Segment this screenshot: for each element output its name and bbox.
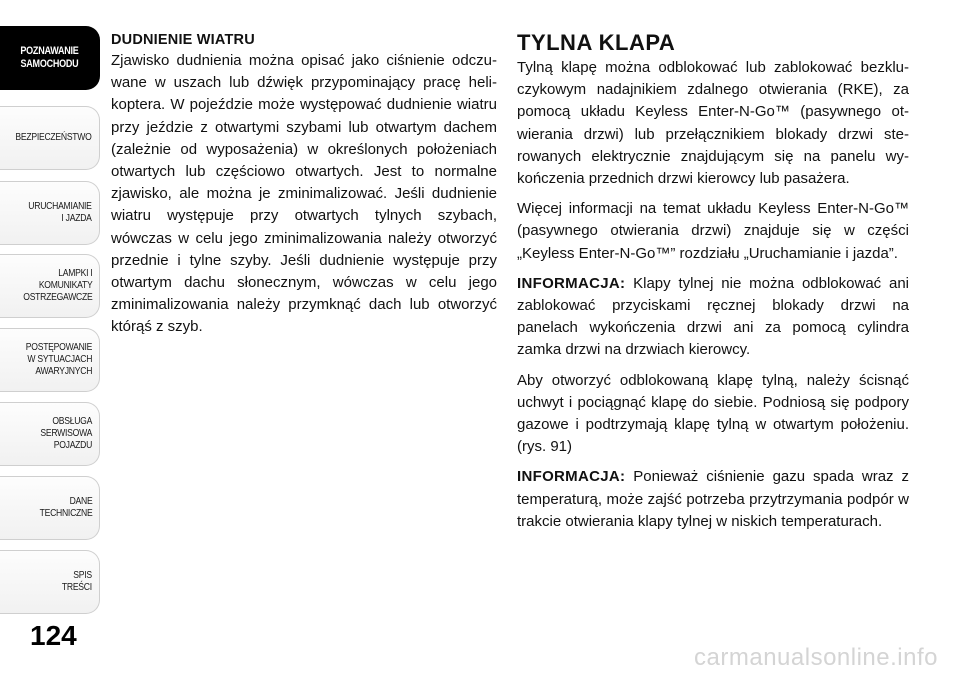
note-paragraph [517, 273, 909, 362]
note-paragraph [517, 466, 909, 533]
section-heading: TYLNA KLAPA [517, 30, 676, 55]
tab-dane-techniczne[interactable] [0, 476, 100, 540]
note-label: INFORMACJA: [517, 468, 626, 486]
section-subheading: DUDNIENIE WIATRU [111, 32, 255, 48]
tab-label: OBSŁUGA SERWISOWA POJAZDU [40, 416, 92, 451]
left-column [111, 30, 497, 347]
tab-label: LAMPKI I KOMUNIKATY OSTRZEGAWCZE [22, 268, 92, 303]
tab-label: POZNAWANIE SAMOCHODU [20, 45, 79, 70]
tab-spis-tresci[interactable] [0, 550, 100, 614]
tab-label: URUCHAMIANIE I JAZDA [28, 201, 92, 224]
body-paragraph: Więcej informacji na temat układu Keyless Enter-N-Go™ (pasywnego otwierania drzwi) znajduje się w części „Keyless Enter-N-Go™” rozdziału „Uruchamianie i jazda”. [517, 200, 909, 262]
page-number: 124 [30, 620, 77, 651]
note-text: Klapy tylnej nie można odblokować ani zablokować przyciskami ręcznej blokady drzwi na panelach wykończenia drzwi ani za pomocą cylindra zamka drzwi na drzwiach kierowcy. [517, 274, 909, 359]
body-paragraph: Tylną klapę można odblokować lub zablokować bezkluczykowym nadajnikiem zdalnego otwierania (RKE), za pomocą układu Keyless Enter-N-Go™ (pasywnego otwierania drzwi) lub przełącznikiem blokady drzwi sterowanych elektrycznie znajdującym się na panelu wykończenia przednich drzwi kierowcy lub pasażera. [517, 59, 909, 188]
tab-label: POSTĘPOWANIE W SYTUACJACH AWARYJNYCH [25, 342, 92, 377]
tab-uruchamianie-i-jazda[interactable] [0, 181, 100, 245]
body-paragraph: Zjawisko dudnienia można opisać jako ciśnienie odczuwane w uszach lub dźwięk przypominający pracę helikoptera. W pojeździe może występować dudnienie wiatru przy jeździe z otwartymi szybami lub otwartym dachem (zależnie od wyposażenia) w określonych położeniach otwartych lub częściowo otwartych. Jest to normalne zjawisko, ale można je zminimalizować. Jeśli dudnienie wiatru występuje przy otwartych tylnych szybach, wówczas w celu jego zminimalizowania należy otworzyć przednie i tylne szyby. Jeśli dudnienie występuje przy otwartym dachu słonecznym, wówczas w celu jego zminimalizowania należy przymknąć dach lub otworzyć którąś z szyb. [111, 52, 497, 336]
note-label: INFORMACJA: [517, 274, 626, 292]
watermark-text: carmanualsonline.info [694, 644, 938, 671]
tab-bezpieczenstwo[interactable] [0, 106, 100, 170]
note-text: Ponieważ ciśnienie gazu spada wraz z temperaturą, może zajść potrzeba przytrzymania podpór w trakcie otwierania klapy tylnej w niskich temperaturach. [517, 468, 909, 530]
tab-postepowanie-awaryjne[interactable] [0, 328, 100, 392]
tab-obsluga-serwisowa[interactable] [0, 402, 100, 466]
tab-poznawanie-samochodu[interactable] [0, 26, 100, 90]
right-column [517, 30, 909, 541]
tab-label: SPIS TREŚCI [62, 570, 92, 593]
body-paragraph: Aby otworzyć odblokowaną klapę tylną, należy ścisnąć uchwyt i pociągnąć klapę do siebie. Podniosą się podpory gazowe i podtrzymają klapę tylną w otwartym położeniu.(rys. 91) [517, 371, 909, 456]
tab-lampki-i-komunikaty[interactable] [0, 254, 100, 318]
tab-label: DANE TECHNICZNE [39, 496, 92, 519]
tab-label: BEZPIECZEŃSTWO [15, 132, 92, 143]
